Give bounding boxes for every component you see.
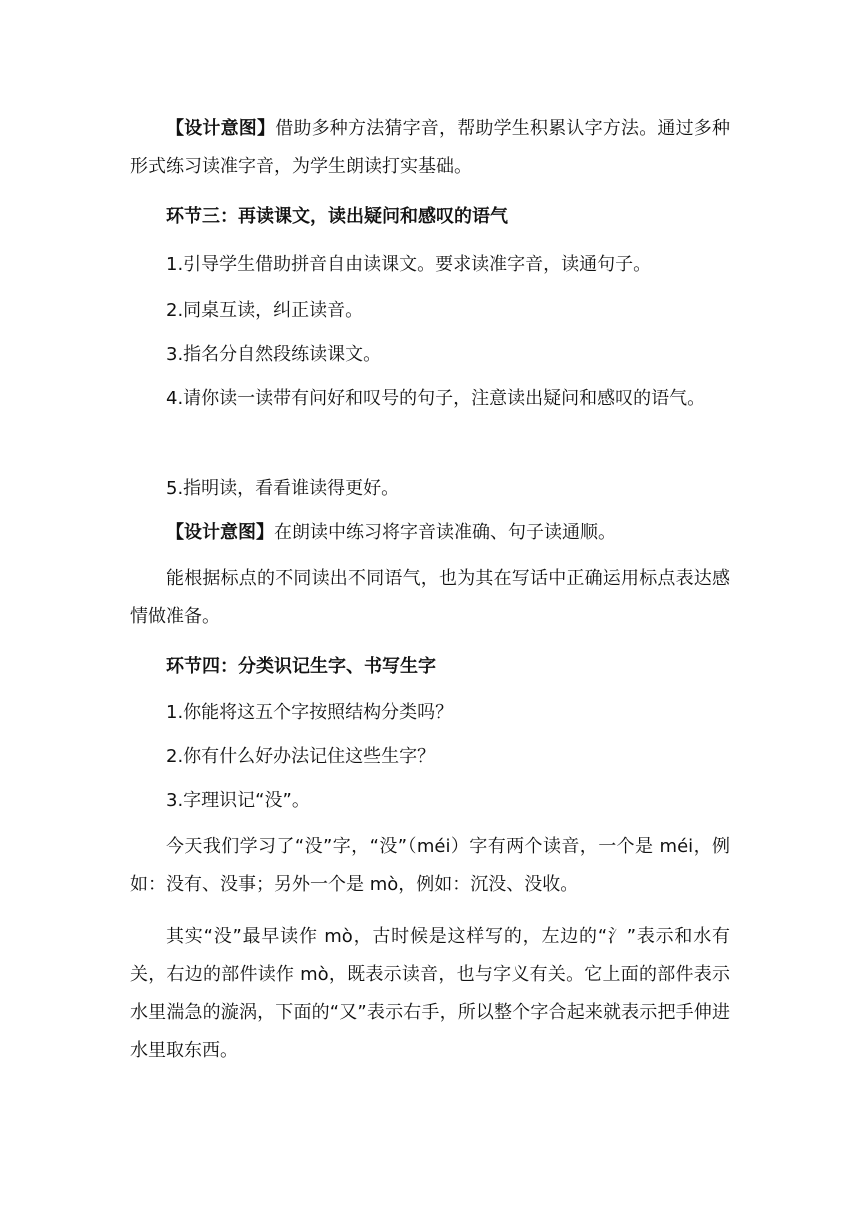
paragraph-text: 在朗读中练习将字音读准确、句子读通顺。 (274, 522, 616, 543)
list-item-3: 3.指名分自然段练读课文。 (166, 344, 382, 365)
design-intent-paragraph-1 (130, 110, 730, 186)
list-item-1: 1.引导学生借助拼音自由读课文。要求读准字音，读通句子。 (166, 254, 652, 275)
body-paragraph: 能根据标点的不同读出不同语气，也为其在写话中正确运用标点表达感情做准备。 (130, 568, 730, 627)
list-item-2: 2.同桌互读，纠正读音。 (166, 300, 364, 321)
body-paragraph: 其实“没”最早读作 mò，古时候是这样写的，左边的“氵”表示和水有关，右边的部件读作 mò，既表示读音，也与字义有关。它上面的部件表示水里湍急的漩涡，下面的“又”表示右手，所以整个字合起来就表示把手伸进水里取东西。 (130, 926, 730, 1061)
paragraph-text: 借助多种方法猜字音，帮助学生积累认字方法。通过多种形式练习读准字音，为学生朗读打实基础。 (130, 118, 731, 177)
list-item-3: 3.字理识记“没”。 (166, 790, 310, 811)
list-item-1: 1.你能将这五个字按照结构分类吗？ (166, 702, 454, 723)
list-item-4: 4.请你读一读带有问好和叹号的句子，注意读出疑问和感叹的语气。 (166, 388, 706, 409)
list-item-5: 5.指明读，看看谁读得更好。 (166, 478, 400, 499)
section-heading-4: 环节四：分类识记生字、书写生字 (166, 656, 436, 677)
design-intent-paragraph-2 (130, 514, 730, 552)
section-heading-3: 环节三：再读课文，读出疑问和感叹的语气 (166, 206, 508, 227)
body-paragraph: 今天我们学习了“没”字，“没”（méi）字有两个读音，一个是 méi，例如：没有、没事；另外一个是 mò，例如：沉没、没收。 (130, 836, 730, 895)
design-intent-label: 【设计意图】 (166, 118, 276, 139)
list-item-2: 2.你有什么好办法记住这些生字？ (166, 746, 436, 767)
design-intent-label: 【设计意图】 (166, 522, 274, 543)
